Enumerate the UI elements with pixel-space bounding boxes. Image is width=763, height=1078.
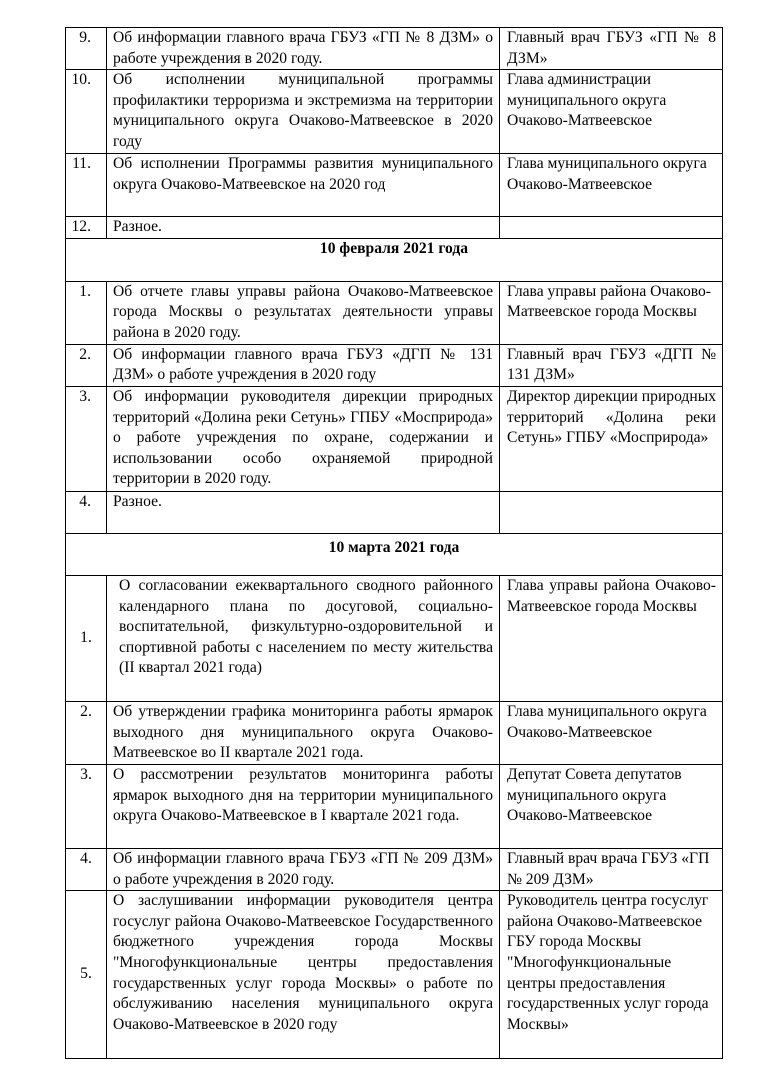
date-row bbox=[66, 533, 723, 575]
row-responsible bbox=[500, 217, 723, 239]
table-row bbox=[66, 28, 723, 70]
row-number: 2. bbox=[66, 344, 107, 386]
row-number: 5. bbox=[66, 891, 107, 1059]
row-number: 1. bbox=[66, 281, 107, 344]
table-row bbox=[66, 764, 723, 848]
row-topic: Об исполнении Программы развития муниципального округа Очаково-Матвеевское на 2020 год bbox=[107, 154, 500, 217]
row-responsible: Глава управы района Очаково-Матвеевское города Москвы bbox=[500, 281, 723, 344]
row-topic: Об информации главного врача ГБУЗ «ГП № 209 ДЗМ» о работе учреждения в 2020 году. bbox=[107, 848, 500, 890]
row-number: 4. bbox=[66, 491, 107, 533]
table-row bbox=[66, 281, 723, 344]
table-row bbox=[66, 491, 723, 533]
row-topic: Об исполнении муниципальной программы профилактики терроризма и экстремизма на территории муниципального округа Очаково-Матвеевское в 2020 году bbox=[107, 70, 500, 154]
row-topic: Разное. bbox=[107, 491, 500, 533]
table-row bbox=[66, 848, 723, 890]
row-responsible: Главный врач ГБУЗ «ДГП № 131 ДЗМ» bbox=[500, 344, 723, 386]
row-topic: Об информации главного врача ГБУЗ «ГП № 8 ДЗМ» о работе учреждения в 2020 году. bbox=[107, 28, 500, 70]
row-responsible: Глава администрации муниципального округа Очаково-Матвеевское bbox=[500, 70, 723, 154]
table-row bbox=[66, 344, 723, 386]
table-row bbox=[66, 70, 723, 154]
row-topic: Об информации руководителя дирекции природных территорий «Долина реки Сетунь» ГПБУ «Мосприрода» о работе учреждения по охране, содержании и использовании особо охраняемой природной территории в 2020 году. bbox=[107, 386, 500, 491]
row-responsible: Глава управы района Очаково-Матвеевское города Москвы bbox=[500, 575, 723, 701]
row-topic: Об отчете главы управы района Очаково-Матвеевское города Москвы о результатах деятельности управы района в 2020 году. bbox=[107, 281, 500, 344]
row-responsible: Глава муниципального округа Очаково-Матвеевское bbox=[500, 701, 723, 764]
row-topic: О рассмотрении результатов мониторинга работы ярмарок выходного дня на территории муниципального округа Очаково-Матвеевское в I квартале 2021 года. bbox=[107, 764, 500, 848]
row-number: 10. bbox=[66, 70, 107, 154]
row-number: 3. bbox=[66, 764, 107, 848]
row-responsible: Директор дирекции природных территорий «Долина реки Сетунь» ГПБУ «Мосприрода» bbox=[500, 386, 723, 491]
table-row bbox=[66, 575, 723, 701]
row-responsible: Руководитель центра госуслуг района Очаково-Матвеевское ГБУ города Москвы "Многофункциональные центры предоставления государственных услуг города Москвы» bbox=[500, 891, 723, 1059]
section-date: 10 марта 2021 года bbox=[66, 533, 723, 575]
row-number: 12. bbox=[66, 217, 107, 239]
table-row bbox=[66, 386, 723, 491]
row-responsible: Главный врач врача ГБУЗ «ГП № 209 ДЗМ» bbox=[500, 848, 723, 890]
row-topic: Об информации главного врача ГБУЗ «ДГП № 131 ДЗМ» о работе учреждения в 2020 году bbox=[107, 344, 500, 386]
row-number: 3. bbox=[66, 386, 107, 491]
date-row bbox=[66, 238, 723, 281]
table-row bbox=[66, 217, 723, 239]
row-number: 1. bbox=[66, 575, 107, 701]
row-number: 11. bbox=[66, 154, 107, 217]
row-responsible: Главный врач ГБУЗ «ГП № 8 ДЗМ» bbox=[500, 28, 723, 70]
agenda-table bbox=[65, 27, 723, 1059]
row-topic: О согласовании ежеквартального сводного районного календарного плана по досуговой, социально-воспитательной, физкультурно-оздоровительной и спортивной работы с населением по месту жительства (II квартал 2021 года) bbox=[107, 575, 500, 701]
row-topic: Разное. bbox=[107, 217, 500, 239]
table-row bbox=[66, 891, 723, 1059]
row-topic: О заслушивании информации руководителя центра госуслуг района Очаково-Матвеевское Государственного бюджетного учреждения города Москвы "Многофункциональные центры предоставления государственных услуг города Москвы» о работе по обслуживанию населения муниципального округа Очаково-Матвеевское в 2020 году bbox=[107, 891, 500, 1059]
row-responsible bbox=[500, 491, 723, 533]
row-number: 2. bbox=[66, 701, 107, 764]
row-responsible: Глава муниципального округа Очаково-Матвеевское bbox=[500, 154, 723, 217]
row-number: 9. bbox=[66, 28, 107, 70]
table-row bbox=[66, 154, 723, 217]
table-row bbox=[66, 701, 723, 764]
row-number: 4. bbox=[66, 848, 107, 890]
row-topic: Об утверждении графика мониторинга работы ярмарок выходного дня муниципального округа Очаково-Матвеевское во II квартале 2021 года. bbox=[107, 701, 500, 764]
row-responsible: Депутат Совета депутатов муниципального округа Очаково-Матвеевское bbox=[500, 764, 723, 848]
section-date: 10 февраля 2021 года bbox=[66, 238, 723, 281]
